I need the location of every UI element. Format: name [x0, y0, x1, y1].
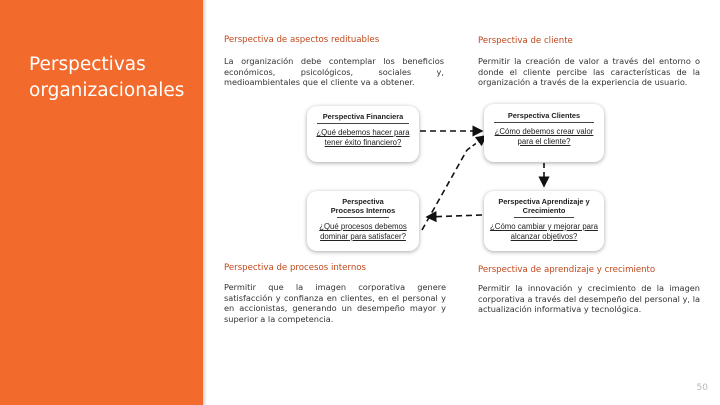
box-title-aprendizaje: Perspectiva Aprendizaje y Crecimiento	[498, 197, 590, 215]
box-question-aprendizaje: ¿Cómo cambiar y mejorar para alcanzar objetivos?	[490, 222, 598, 241]
box-divider	[317, 123, 409, 124]
box-title-financiera: Perspectiva Financiera	[322, 112, 404, 121]
box-question-clientes: ¿Cómo debemos crear valor para el cliente?	[494, 127, 594, 146]
box-title-clientes: Perspectiva Clientes	[507, 111, 581, 120]
box-perspectiva-clientes	[484, 104, 604, 162]
body-cliente: Permitir la creación de valor a través del entorno o donde el cliente percibe las características de la organización a través de la experiencia de usuario.	[478, 56, 700, 88]
heading-cliente: Perspectiva de cliente	[478, 36, 573, 46]
body-procesos-internos: Permitir que la imagen corporativa genere satisfacción y confianza en clientes, en el personal y en accionistas, generando un desempeño mayor y superior a la competencia.	[224, 282, 446, 324]
connector-aprendizaje-procesos	[427, 215, 482, 217]
box-divider	[494, 122, 594, 123]
box-question-procesos: ¿Qué procesos debemos dominar para satisfacer?	[319, 222, 407, 241]
box-divider	[337, 217, 389, 218]
box-divider	[514, 217, 574, 218]
heading-procesos-internos: Perspectiva de procesos internos	[224, 263, 367, 273]
heading-aspectos-redituables: Perspectiva de aspectos redituables	[224, 35, 380, 45]
heading-aprendizaje-crecimiento: Perspectiva de aprendizaje y crecimiento	[478, 265, 656, 275]
connector-procesos-financiera	[422, 150, 467, 230]
body-aspectos-redituables: La organización debe contemplar los beneficios económicos, psicológicos, sociales y, medioambientales que el cliente va a obtener.	[224, 56, 444, 88]
body-aprendizaje-crecimiento: Permitir la innovación y crecimiento de la imagen corporativa a través del desempeño del personal y, la actualización informativa y tecnológica.	[478, 283, 700, 315]
box-question-financiera: ¿Qué debemos hacer para tener éxito financiero?	[316, 128, 410, 147]
box-perspectiva-aprendizaje	[484, 191, 604, 251]
box-perspectiva-procesos	[307, 191, 419, 251]
box-title-procesos: Perspectiva Procesos Internos	[330, 197, 396, 215]
box-perspectiva-financiera	[307, 106, 419, 162]
page-title: Perspectivas organizacionales	[29, 54, 185, 101]
page-number: 50	[696, 383, 708, 393]
